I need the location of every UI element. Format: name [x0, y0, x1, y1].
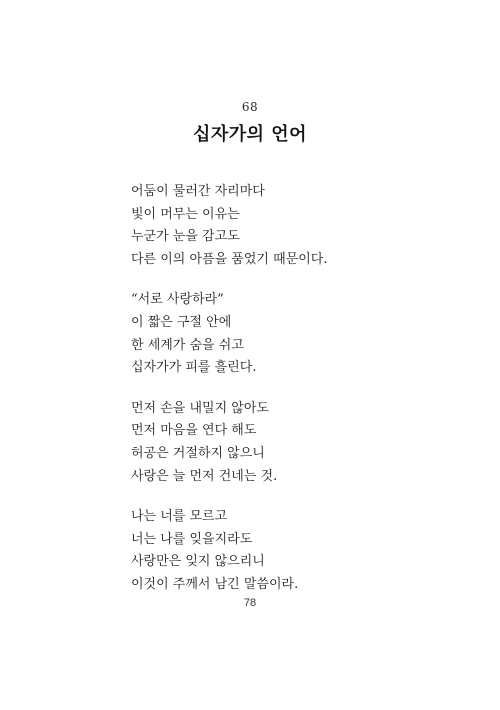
poem-line: 십자가가 피를 흘린다.	[131, 360, 257, 376]
page-number: 78	[243, 597, 257, 609]
poem-body	[131, 181, 431, 615]
poem-line: 한 세계가 숨을 쉬고	[131, 337, 244, 353]
stanza-2	[131, 289, 431, 379]
poem-line: 사랑은 늘 먼저 건네는 것.	[131, 468, 278, 484]
poem-number: 68	[241, 100, 259, 114]
poem-line: 다른 이의 아픔을 품었기 때문이다.	[131, 251, 328, 267]
poem-line: 어둠이 물러간 자리마다	[131, 184, 265, 199]
poem-line: “서로 사랑하라”	[131, 292, 224, 308]
stanza-1	[131, 181, 431, 271]
stanza-4	[131, 506, 431, 596]
poem-line: 사랑만은 잊지 않으리니	[131, 554, 265, 570]
poem-line: 빛이 머무는 이유는	[131, 206, 240, 222]
poem-line: 허공은 거절하지 않으니	[131, 445, 265, 461]
poem-line: 먼저 마음을 연다 해도	[131, 423, 257, 439]
poem-line: 너는 나를 잊을지라도	[131, 531, 253, 547]
poem-line: 누군가 눈을 감고도	[131, 229, 240, 245]
poem-line: 나는 너를 모르고	[131, 509, 228, 525]
poem-title: 십자가의 언어	[192, 124, 308, 145]
poem-line: 먼저 손을 내밀지 않아도	[131, 400, 269, 416]
poem-line: 이것이 주께서 남긴 말씀이라.	[131, 576, 299, 592]
stanza-3	[131, 398, 431, 488]
poem-line: 이 짧은 구절 안에	[131, 314, 232, 330]
